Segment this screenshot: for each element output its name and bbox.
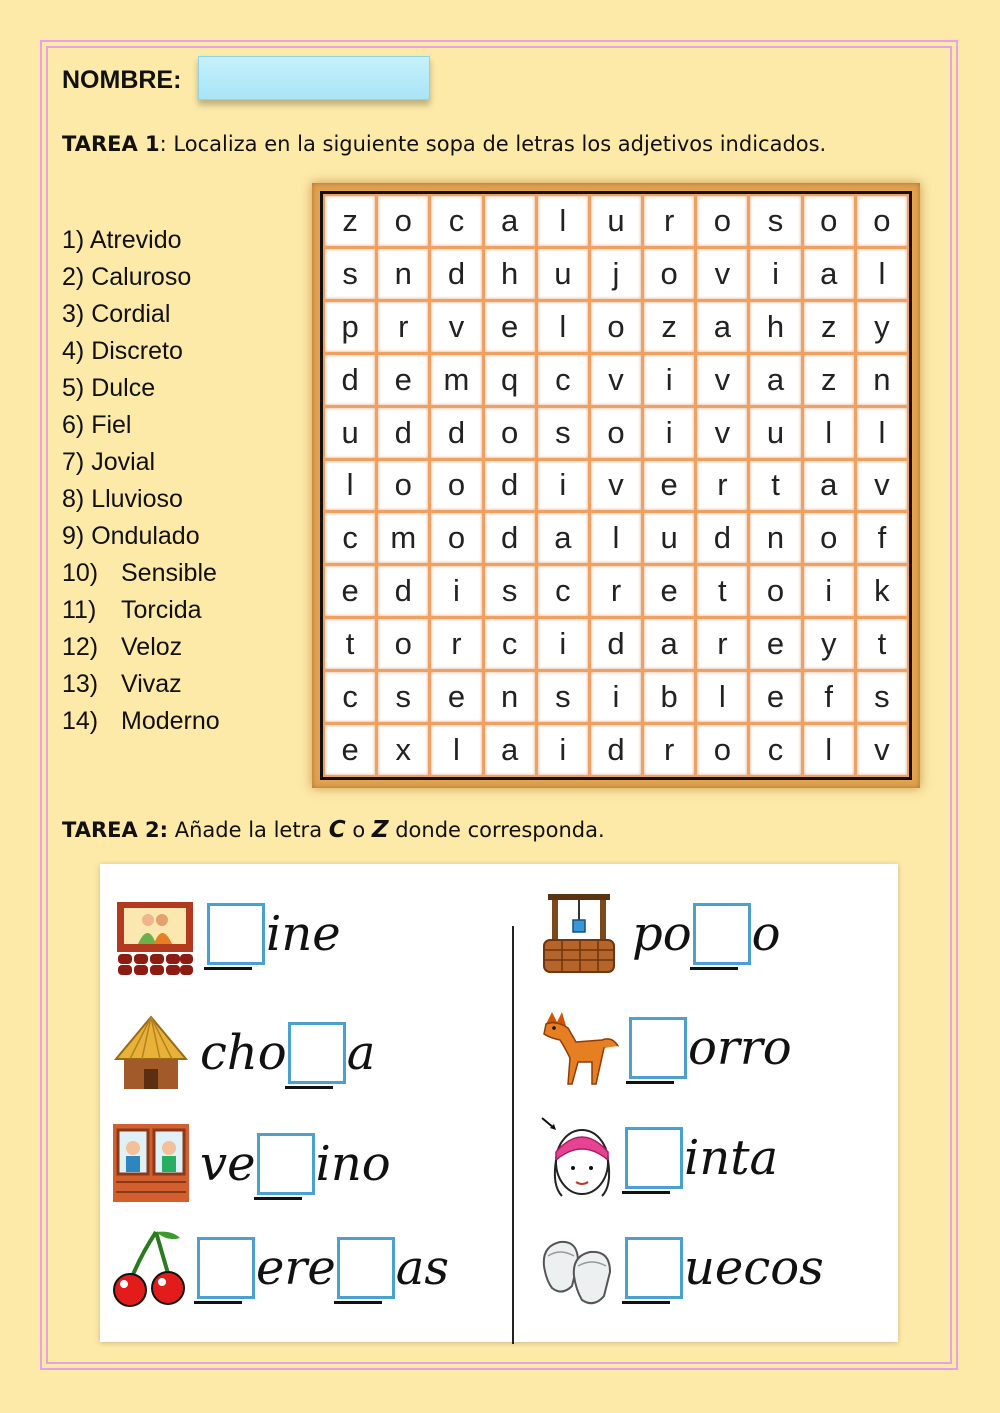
grid-cell[interactable]: o <box>591 408 641 458</box>
grid-cell[interactable]: a <box>644 619 694 669</box>
grid-cell[interactable]: n <box>750 513 800 563</box>
word-text: Ondulado <box>91 522 200 550</box>
grid-cell[interactable]: l <box>857 408 907 458</box>
word-list-item <box>62 555 220 592</box>
cursive-word <box>200 1011 375 1095</box>
grid-cell[interactable]: k <box>857 566 907 616</box>
word-text: Jovial <box>91 448 156 476</box>
grid-cell[interactable]: i <box>431 566 481 616</box>
tarea1-instruction <box>62 132 826 156</box>
hut-icon <box>112 1011 190 1095</box>
word-part: a <box>346 1025 376 1081</box>
grid-cell[interactable]: m <box>378 513 428 563</box>
letter-blank[interactable] <box>207 903 265 965</box>
grid-cell[interactable]: l <box>538 196 588 246</box>
grid-cell[interactable]: q <box>485 355 535 405</box>
word-list-item <box>62 296 220 333</box>
grid-cell[interactable]: d <box>697 513 747 563</box>
grid-cell[interactable]: z <box>325 196 375 246</box>
grid-cell[interactable]: c <box>325 672 375 722</box>
grid-cell[interactable]: u <box>325 408 375 458</box>
word-number: 14) <box>62 707 99 735</box>
grid-cell[interactable]: d <box>485 513 535 563</box>
grid-cell[interactable]: r <box>644 725 694 775</box>
exercise-item-vecino <box>112 1122 502 1206</box>
grid-cell[interactable]: v <box>431 302 481 352</box>
grid-cell[interactable]: c <box>431 196 481 246</box>
grid-cell[interactable]: f <box>804 672 854 722</box>
word-list-item <box>62 370 220 407</box>
grid-cell[interactable]: o <box>378 619 428 669</box>
cinema-icon <box>116 892 194 976</box>
word-part: ere <box>256 1240 336 1296</box>
grid-cell[interactable]: s <box>485 566 535 616</box>
grid-cell[interactable]: o <box>431 513 481 563</box>
cursive-word <box>200 1122 391 1206</box>
word-text: Fiel <box>91 411 132 439</box>
word-part: cho <box>200 1025 287 1081</box>
word-text: Cordial <box>91 300 171 328</box>
word-part: ino <box>315 1136 391 1192</box>
grid-cell[interactable]: r <box>378 302 428 352</box>
word-number: 12) <box>62 633 99 661</box>
fill-letters-exercise <box>100 864 898 1342</box>
grid-cell[interactable]: h <box>750 302 800 352</box>
grid-cell[interactable]: e <box>644 566 694 616</box>
exercise-item-zuecos <box>538 1226 888 1310</box>
grid-cell[interactable]: z <box>804 355 854 405</box>
word-part: o <box>751 906 781 962</box>
grid-cell[interactable]: d <box>591 725 641 775</box>
grid-cell[interactable]: x <box>378 725 428 775</box>
grid-cell[interactable]: o <box>591 302 641 352</box>
word-text: Vivaz <box>121 670 182 698</box>
cursive-word <box>206 892 341 976</box>
word-search-border <box>320 191 912 780</box>
grid-cell[interactable]: e <box>750 672 800 722</box>
word-list-item <box>62 481 220 518</box>
cursive-word <box>632 892 781 976</box>
word-part: po <box>632 906 692 962</box>
grid-cell[interactable]: r <box>591 566 641 616</box>
tarea2-text-mid: o <box>345 818 372 842</box>
word-list-item <box>62 444 220 481</box>
grid-cell[interactable]: o <box>697 725 747 775</box>
grid-cell[interactable]: j <box>591 249 641 299</box>
grid-cell[interactable]: t <box>857 619 907 669</box>
headband-girl-icon <box>540 1116 618 1200</box>
grid-cell[interactable]: r <box>697 461 747 511</box>
exercise-item-choza <box>112 1011 502 1095</box>
grid-cell[interactable]: l <box>325 461 375 511</box>
word-part: orro <box>688 1020 792 1076</box>
grid-cell[interactable]: t <box>697 566 747 616</box>
letter-blank[interactable] <box>288 1022 346 1084</box>
grid-cell[interactable]: u <box>750 408 800 458</box>
word-number: 8) <box>62 485 85 513</box>
word-list <box>62 222 220 740</box>
word-number: 13) <box>62 670 99 698</box>
grid-cell[interactable]: i <box>538 725 588 775</box>
grid-cell[interactable]: i <box>804 566 854 616</box>
grid-cell[interactable]: m <box>431 355 481 405</box>
grid-cell[interactable]: d <box>378 408 428 458</box>
grid-cell[interactable]: i <box>591 672 641 722</box>
grid-cell[interactable]: e <box>485 302 535 352</box>
word-number: 10) <box>62 559 99 587</box>
grid-cell[interactable]: d <box>378 566 428 616</box>
grid-cell[interactable]: l <box>804 408 854 458</box>
word-text: Caluroso <box>91 263 192 291</box>
grid-cell[interactable]: n <box>378 249 428 299</box>
grid-cell[interactable]: p <box>325 302 375 352</box>
grid-cell[interactable]: l <box>857 249 907 299</box>
grid-cell[interactable]: t <box>750 461 800 511</box>
grid-cell[interactable]: v <box>857 461 907 511</box>
well-icon <box>540 892 618 976</box>
word-text: Moderno <box>121 707 220 735</box>
letter-blank[interactable] <box>625 1237 683 1299</box>
word-part: as <box>395 1240 450 1296</box>
column-divider <box>512 926 514 1344</box>
tarea2-text-before: Añade la letra <box>168 818 329 842</box>
grid-cell[interactable]: a <box>804 461 854 511</box>
grid-cell[interactable]: s <box>538 672 588 722</box>
grid-cell[interactable]: u <box>591 196 641 246</box>
grid-cell[interactable]: c <box>750 725 800 775</box>
letter-z: Z <box>371 817 389 843</box>
letter-blank[interactable] <box>629 1017 687 1079</box>
grid-cell[interactable]: a <box>538 513 588 563</box>
grid-cell[interactable]: i <box>644 408 694 458</box>
grid-cell[interactable]: f <box>857 513 907 563</box>
letter-blank[interactable] <box>625 1127 683 1189</box>
word-list-item <box>62 592 220 629</box>
grid-cell[interactable]: o <box>697 196 747 246</box>
grid-cell[interactable]: o <box>804 196 854 246</box>
grid-cell[interactable]: y <box>857 302 907 352</box>
letter-blank[interactable] <box>337 1237 395 1299</box>
grid-cell[interactable]: i <box>750 249 800 299</box>
word-text: Torcida <box>121 596 202 624</box>
tarea2-label: TAREA 2: <box>62 818 169 842</box>
word-text: Veloz <box>121 633 183 661</box>
grid-cell[interactable]: o <box>857 196 907 246</box>
grid-cell[interactable]: n <box>857 355 907 405</box>
grid-cell[interactable]: t <box>325 619 375 669</box>
grid-cell[interactable]: a <box>750 355 800 405</box>
exercise-item-cinta <box>540 1116 890 1200</box>
grid-cell[interactable]: r <box>697 619 747 669</box>
grid-cell[interactable]: o <box>378 196 428 246</box>
exercise-item-zorro <box>542 1006 892 1090</box>
grid-cell[interactable]: d <box>485 461 535 511</box>
grid-cell[interactable]: o <box>750 566 800 616</box>
grid-cell[interactable]: d <box>325 355 375 405</box>
grid-cell[interactable]: u <box>538 249 588 299</box>
word-number: 6) <box>62 411 85 439</box>
word-number: 4) <box>62 337 85 365</box>
word-text: Lluvioso <box>91 485 183 513</box>
grid-cell[interactable]: a <box>697 302 747 352</box>
grid-cell[interactable]: e <box>325 725 375 775</box>
grid-cell[interactable]: r <box>431 619 481 669</box>
word-number: 5) <box>62 374 85 402</box>
word-list-item <box>62 407 220 444</box>
grid-cell[interactable]: l <box>538 302 588 352</box>
grid-cell[interactable]: v <box>591 461 641 511</box>
grid-cell[interactable]: y <box>804 619 854 669</box>
word-list-item <box>62 703 220 740</box>
word-part: uecos <box>684 1240 824 1296</box>
grid-cell[interactable]: e <box>431 672 481 722</box>
grid-cell[interactable]: o <box>644 249 694 299</box>
exercise-item-cine <box>116 892 506 976</box>
grid-cell[interactable]: s <box>750 196 800 246</box>
letter-c: C <box>328 817 346 843</box>
grid-cell[interactable]: i <box>538 619 588 669</box>
word-list-item <box>62 333 220 370</box>
cursive-word <box>624 1226 824 1310</box>
word-list-item <box>62 629 220 666</box>
grid-cell[interactable]: s <box>378 672 428 722</box>
tarea1-text: : Localiza en la siguiente sopa de letras los adjetivos indicados. <box>159 132 827 156</box>
grid-cell[interactable]: u <box>644 513 694 563</box>
grid-cell[interactable]: o <box>378 461 428 511</box>
tarea1-label: TAREA 1 <box>62 132 160 156</box>
fox-icon <box>542 1006 620 1090</box>
letter-blank[interactable] <box>257 1133 315 1195</box>
grid-cell[interactable]: e <box>378 355 428 405</box>
grid-cell[interactable]: c <box>538 566 588 616</box>
word-list-item <box>62 666 220 703</box>
tarea2-instruction <box>62 817 605 843</box>
clogs-icon <box>538 1226 616 1310</box>
grid-cell[interactable]: v <box>697 408 747 458</box>
grid-cell[interactable]: a <box>485 196 535 246</box>
grid-cell[interactable]: o <box>485 408 535 458</box>
nombre-label: NOMBRE: <box>62 66 182 94</box>
grid-cell[interactable]: l <box>697 672 747 722</box>
word-list-item <box>62 518 220 555</box>
word-number: 11) <box>62 596 97 624</box>
grid-cell[interactable]: z <box>644 302 694 352</box>
grid-cell[interactable]: i <box>644 355 694 405</box>
grid-cell[interactable]: h <box>485 249 535 299</box>
grid-cell[interactable]: e <box>644 461 694 511</box>
grid-cell[interactable]: c <box>485 619 535 669</box>
grid-cell[interactable]: v <box>591 355 641 405</box>
word-list-item <box>62 259 220 296</box>
exercise-item-pozo <box>540 892 890 976</box>
grid-cell[interactable]: d <box>431 249 481 299</box>
grid-cell[interactable]: v <box>697 249 747 299</box>
grid-cell[interactable]: a <box>804 249 854 299</box>
grid-cell[interactable]: c <box>325 513 375 563</box>
word-text: Discreto <box>91 337 183 365</box>
grid-cell[interactable]: i <box>538 461 588 511</box>
word-list-item <box>62 222 220 259</box>
cursive-word <box>196 1226 449 1310</box>
grid-cell[interactable]: z <box>804 302 854 352</box>
word-text: Sensible <box>121 559 217 587</box>
word-part: inta <box>684 1130 779 1186</box>
cherries-icon <box>110 1226 188 1310</box>
grid-cell[interactable]: b <box>644 672 694 722</box>
grid-cell[interactable]: r <box>644 196 694 246</box>
letter-blank[interactable] <box>693 903 751 965</box>
cursive-word <box>624 1116 778 1200</box>
grid-cell[interactable]: o <box>431 461 481 511</box>
grid-cell[interactable]: s <box>325 249 375 299</box>
nombre-input[interactable] <box>198 56 430 100</box>
grid-cell[interactable]: l <box>431 725 481 775</box>
grid-cell[interactable]: l <box>804 725 854 775</box>
grid-cell[interactable]: c <box>538 355 588 405</box>
grid-cell[interactable]: d <box>591 619 641 669</box>
word-text: Dulce <box>91 374 156 402</box>
grid-cell[interactable]: e <box>325 566 375 616</box>
word-part: ine <box>266 906 341 962</box>
grid-cell[interactable]: d <box>431 408 481 458</box>
exercise-item-cerezas <box>110 1226 510 1310</box>
word-number: 9) <box>62 522 85 550</box>
grid-cell[interactable]: v <box>857 725 907 775</box>
word-number: 7) <box>62 448 85 476</box>
word-part: ve <box>200 1136 256 1192</box>
grid-cell[interactable]: n <box>485 672 535 722</box>
grid-cell[interactable]: v <box>697 355 747 405</box>
word-number: 3) <box>62 300 85 328</box>
grid-cell[interactable]: o <box>804 513 854 563</box>
grid-cell[interactable]: s <box>538 408 588 458</box>
grid-cell[interactable]: e <box>750 619 800 669</box>
grid-cell[interactable]: s <box>857 672 907 722</box>
word-number: 1) <box>62 226 85 254</box>
word-number: 2) <box>62 263 85 291</box>
grid-cell[interactable]: l <box>591 513 641 563</box>
word-search-frame <box>312 183 920 788</box>
tarea2-text-after: donde corresponda. <box>388 818 605 842</box>
cursive-word <box>628 1006 792 1090</box>
word-search-grid <box>325 196 907 775</box>
neighbors-icon <box>112 1122 190 1206</box>
word-text: Atrevido <box>89 226 182 254</box>
grid-cell[interactable]: a <box>485 725 535 775</box>
letter-blank[interactable] <box>197 1237 255 1299</box>
